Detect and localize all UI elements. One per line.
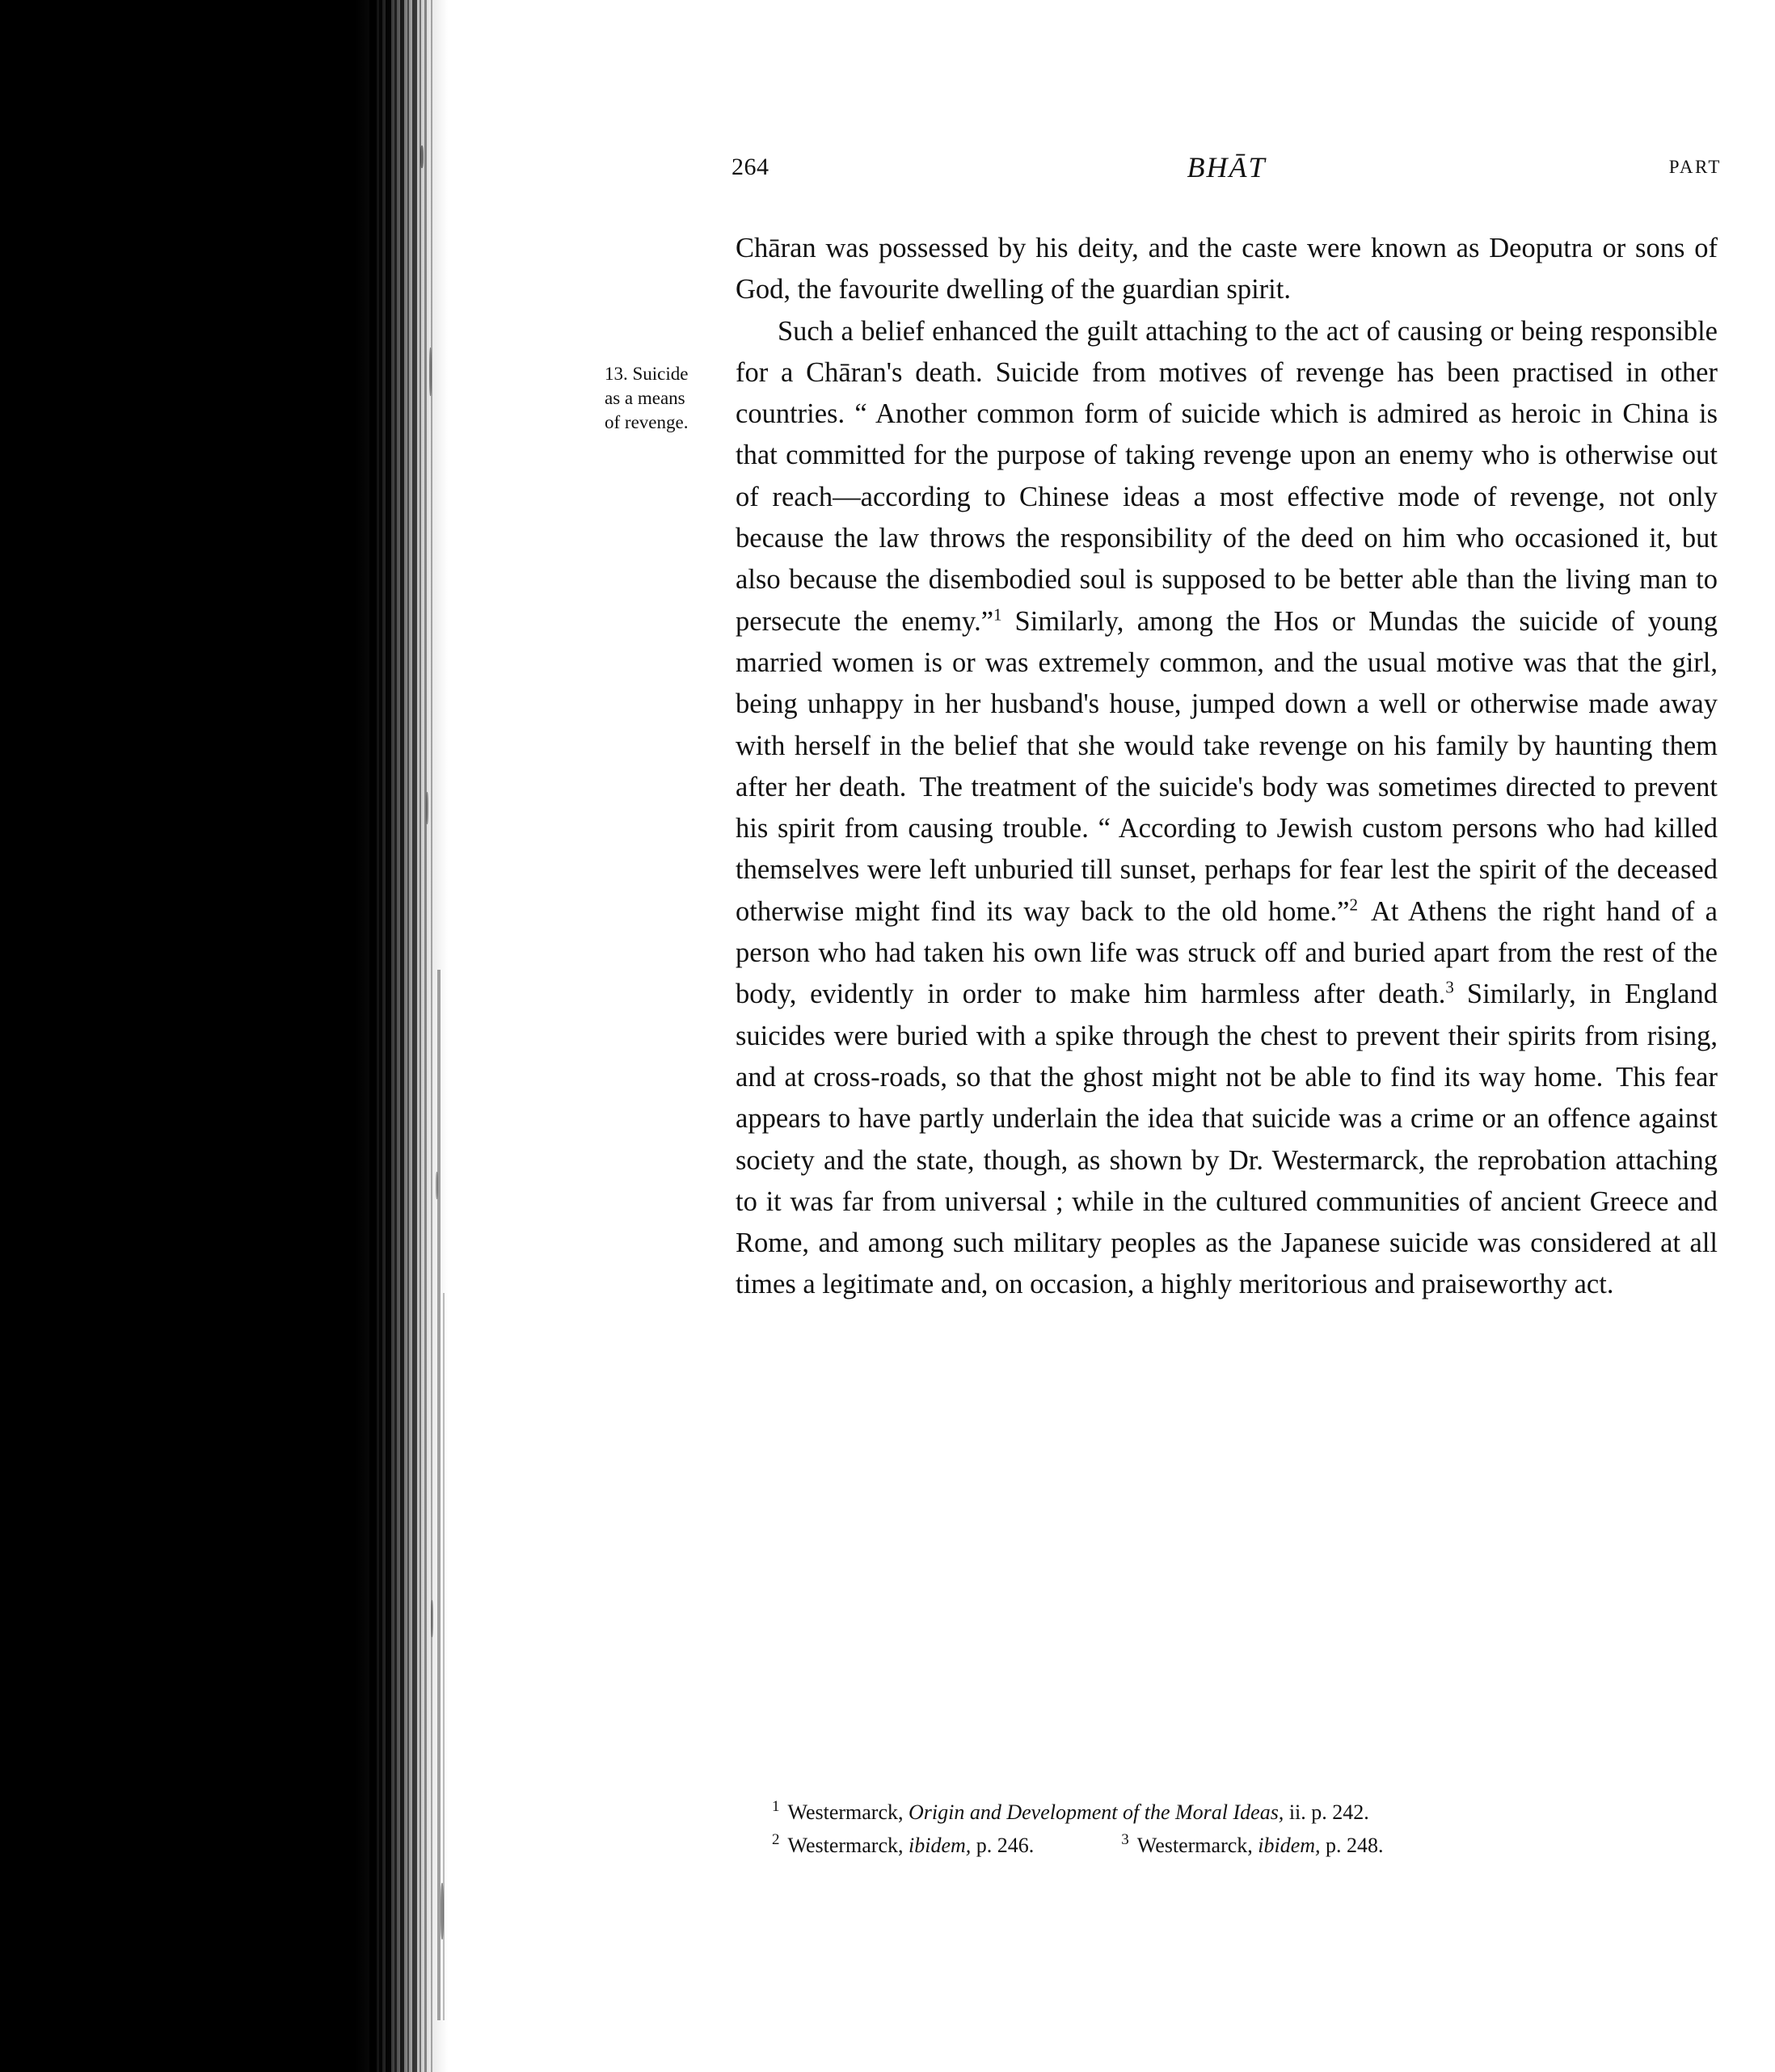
footnote-1-title: Origin and Development of the Moral Ideas, [909,1800,1284,1824]
paragraph-2d-text: The treatment of the suicide's body was sometimes directed to prevent his spirit from causing trouble. “ According to Jewish custom persons who had killed themselves were left unburied till sunset, perhaps for fear lest the spirit of the deceased otherwise might find its way back to the old home.” [736,771,1718,927]
paragraph-2b-text: Suicide from motives of revenge has been practised in other countries. “ Another common form of suicide which is admired as heroic in China is that committed for the purpose of taking revenge upon an enemy who is otherwise out of reach—according to Chinese ideas a most effective mode of revenge, not only because the law throws the responsibility of the deed on him who occasioned it, but also because the disembodied soul is supposed to be better able than the living man to persecute the enemy.” [736,356,1718,637]
paragraph-2e-text: At Athens the right hand of a person who had taken his own life was struck off and buried apart from the rest of the body, evidently in order to make him harmless after death. [736,895,1718,1010]
marginal-note-line-3: of revenge. [605,412,689,432]
paragraph-2g-text: This fear appears to have partly underlain the idea that suicide was a crime or an offence against society and the state, though, as shown by Dr. Westermarck, the reprobation attaching to it was far from universal ; while in the cultured communities of ancient Greece and Rome, and among such military peoples as the Japanese suicide was considered at all times a legitimate and, on occasion, a highly meritorious and praiseworthy act. [736,1061,1718,1300]
footnote-ref-3[interactable]: 3 [1445,977,1454,997]
paragraph-suicide-revenge [736,311,1718,1306]
part-label: PART [1668,157,1722,177]
footnote-ref-1[interactable]: 1 [993,604,1002,625]
footnote-2-and-3 [772,1829,1726,1862]
footnote-2-locus: p. 246. [976,1834,1035,1857]
footnote-1-mark: 1 [772,1798,780,1816]
footnote-3-locus: p. 248. [1326,1834,1384,1857]
footnote-2-title: ibidem, [909,1834,972,1857]
paragraph-2a-text: Such a belief enhanced the guilt attaching to the act of causing or being responsible for a Chāran's death. [736,315,1718,388]
footnotes-block [772,1796,1726,1862]
footnote-ref-2[interactable]: 2 [1349,895,1358,915]
marginal-note-line-2: as a means [605,388,685,408]
footnote-3-title: ibidem, [1258,1834,1321,1857]
paragraph-1-text: Chāran was possessed by his deity, and the caste were known as Deoputra or sons of God, the favourite dwelling of the guardian spirit. [736,233,1718,305]
running-title: BHĀT [1187,151,1267,183]
paragraph-2c-text: Similarly, among the Hos or Mundas the suicide of young married women is or was extremely common, and the usual motive was that the girl, being unhappy in her husband's house, jumped down a well or otherwise made away with herself in the belief that she would take revenge on his family by haunting them after her death. [736,605,1718,802]
paragraph-continuation [736,228,1718,311]
footnote-2-mark: 2 [772,1831,780,1849]
footnote-1-author: Westermarck, [787,1800,904,1824]
page-number: 264 [732,154,769,180]
footnote-3-mark: 3 [1121,1831,1129,1849]
footnote-3-author: Westermarck, [1136,1834,1253,1857]
footnote-1-locus: ii. p. 242. [1288,1800,1369,1824]
running-head [732,151,1722,186]
paragraph-2f-text: Similarly, in England suicides were buried with a spike through the chest to prevent their spirits from rising, and at cross-roads, so that the ghost might not be able to find its way home. [736,979,1718,1093]
footnote-2-author: Westermarck, [787,1834,904,1857]
body-text [736,228,1718,1306]
marginal-note-line-1: 13. Suicide [605,364,689,384]
footnote-1 [772,1796,1726,1829]
marginal-note [605,362,730,435]
